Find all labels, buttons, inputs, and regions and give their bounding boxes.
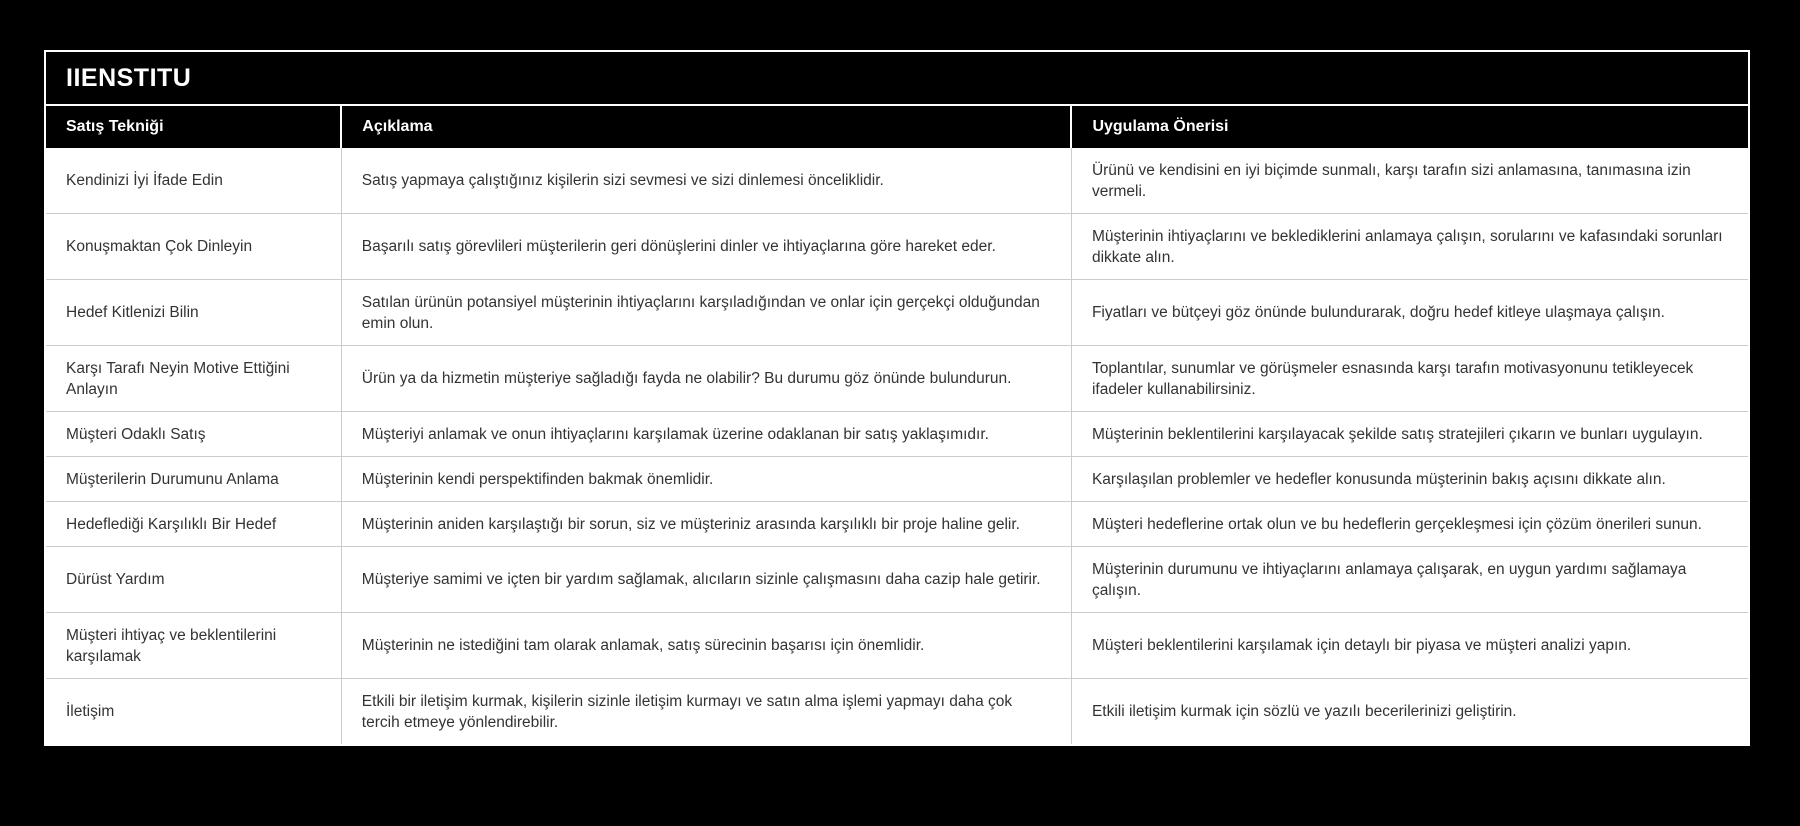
cell-description: Etkili bir iletişim kurmak, kişilerin sizinle iletişim kurmayı ve satın alma işlemi yapmayı daha çok tercih etmeye yönlendirebilir. (341, 679, 1071, 745)
table-row (46, 679, 1748, 745)
cell-description: Satış yapmaya çalıştığınız kişilerin sizi sevmesi ve sizi dinlemesi önceliklidir. (341, 148, 1071, 214)
cell-description: Müşterinin kendi perspektifinden bakmak önemlidir. (341, 457, 1071, 502)
sales-techniques-table (46, 106, 1748, 744)
cell-application-suggestion: Müşterinin ihtiyaçlarını ve beklediklerini anlamaya çalışın, sorularını ve kafasındaki sorunları dikkate alın. (1071, 214, 1748, 280)
cell-description: Müşteriye samimi ve içten bir yardım sağlamak, alıcıların sizinle çalışmasını daha cazip hale getirir. (341, 547, 1071, 613)
cell-sales-technique: Kendinizi İyi İfade Edin (46, 148, 341, 214)
cell-sales-technique: İletişim (46, 679, 341, 745)
cell-application-suggestion: Ürünü ve kendisini en iyi biçimde sunmalı, karşı tarafın sizi anlamasına, tanımasına izin vermeli. (1071, 148, 1748, 214)
table-row (46, 457, 1748, 502)
cell-description: Müşterinin ne istediğini tam olarak anlamak, satış sürecinin başarısı için önemlidir. (341, 613, 1071, 679)
cell-application-suggestion: Toplantılar, sunumlar ve görüşmeler esnasında karşı tarafın motivasyonunu tetikleyecek ifadeler kullanabilirsiniz. (1071, 346, 1748, 412)
column-header-sales-technique: Satış Tekniği (46, 106, 341, 148)
table-row (46, 214, 1748, 280)
table-header (46, 106, 1748, 148)
table-row (46, 502, 1748, 547)
column-header-description: Açıklama (341, 106, 1071, 148)
table-row (46, 613, 1748, 679)
cell-application-suggestion: Karşılaşılan problemler ve hedefler konusunda müşterinin bakış açısını dikkate alın. (1071, 457, 1748, 502)
cell-application-suggestion: Müşterinin beklentilerini karşılayacak şekilde satış stratejileri çıkarın ve bunları uygulayın. (1071, 412, 1748, 457)
column-header-application-suggestion: Uygulama Önerisi (1071, 106, 1748, 148)
cell-sales-technique: Müşteri ihtiyaç ve beklentilerini karşılamak (46, 613, 341, 679)
cell-application-suggestion: Müşteri hedeflerine ortak olun ve bu hedeflerin gerçekleşmesi için çözüm önerileri sunun. (1071, 502, 1748, 547)
cell-sales-technique: Karşı Tarafı Neyin Motive Ettiğini Anlayın (46, 346, 341, 412)
cell-sales-technique: Hedef Kitlenizi Bilin (46, 280, 341, 346)
table-row (46, 148, 1748, 214)
cell-sales-technique: Müşterilerin Durumunu Anlama (46, 457, 341, 502)
cell-application-suggestion: Etkili iletişim kurmak için sözlü ve yazılı becerilerinizi geliştirin. (1071, 679, 1748, 745)
table-row (46, 412, 1748, 457)
sales-techniques-card (44, 50, 1750, 746)
cell-description: Müşteriyi anlamak ve onun ihtiyaçlarını karşılamak üzerine odaklanan bir satış yaklaşımıdır. (341, 412, 1071, 457)
cell-application-suggestion: Fiyatları ve bütçeyi göz önünde bulundurarak, doğru hedef kitleye ulaşmaya çalışın. (1071, 280, 1748, 346)
cell-description: Müşterinin aniden karşılaştığı bir sorun, siz ve müşteriniz arasında karşılıklı bir proje haline gelir. (341, 502, 1071, 547)
cell-sales-technique: Konuşmaktan Çok Dinleyin (46, 214, 341, 280)
cell-description: Başarılı satış görevlileri müşterilerin geri dönüşlerini dinler ve ihtiyaçlarına göre hareket eder. (341, 214, 1071, 280)
cell-sales-technique: Dürüst Yardım (46, 547, 341, 613)
table-row (46, 280, 1748, 346)
table-header-row (46, 106, 1748, 148)
cell-description: Ürün ya da hizmetin müşteriye sağladığı fayda ne olabilir? Bu durumu göz önünde bulundurun. (341, 346, 1071, 412)
table-row (46, 547, 1748, 613)
cell-sales-technique: Hedeflediği Karşılıklı Bir Hedef (46, 502, 341, 547)
card-title: IIENSTITU (46, 52, 1748, 106)
cell-application-suggestion: Müşterinin durumunu ve ihtiyaçlarını anlamaya çalışarak, en uygun yardımı sağlamaya çalışın. (1071, 547, 1748, 613)
cell-application-suggestion: Müşteri beklentilerini karşılamak için detaylı bir piyasa ve müşteri analizi yapın. (1071, 613, 1748, 679)
cell-description: Satılan ürünün potansiyel müşterinin ihtiyaçlarını karşıladığından ve onlar için gerçekçi olduğundan emin olun. (341, 280, 1071, 346)
cell-sales-technique: Müşteri Odaklı Satış (46, 412, 341, 457)
table-row (46, 346, 1748, 412)
table-body (46, 148, 1748, 744)
